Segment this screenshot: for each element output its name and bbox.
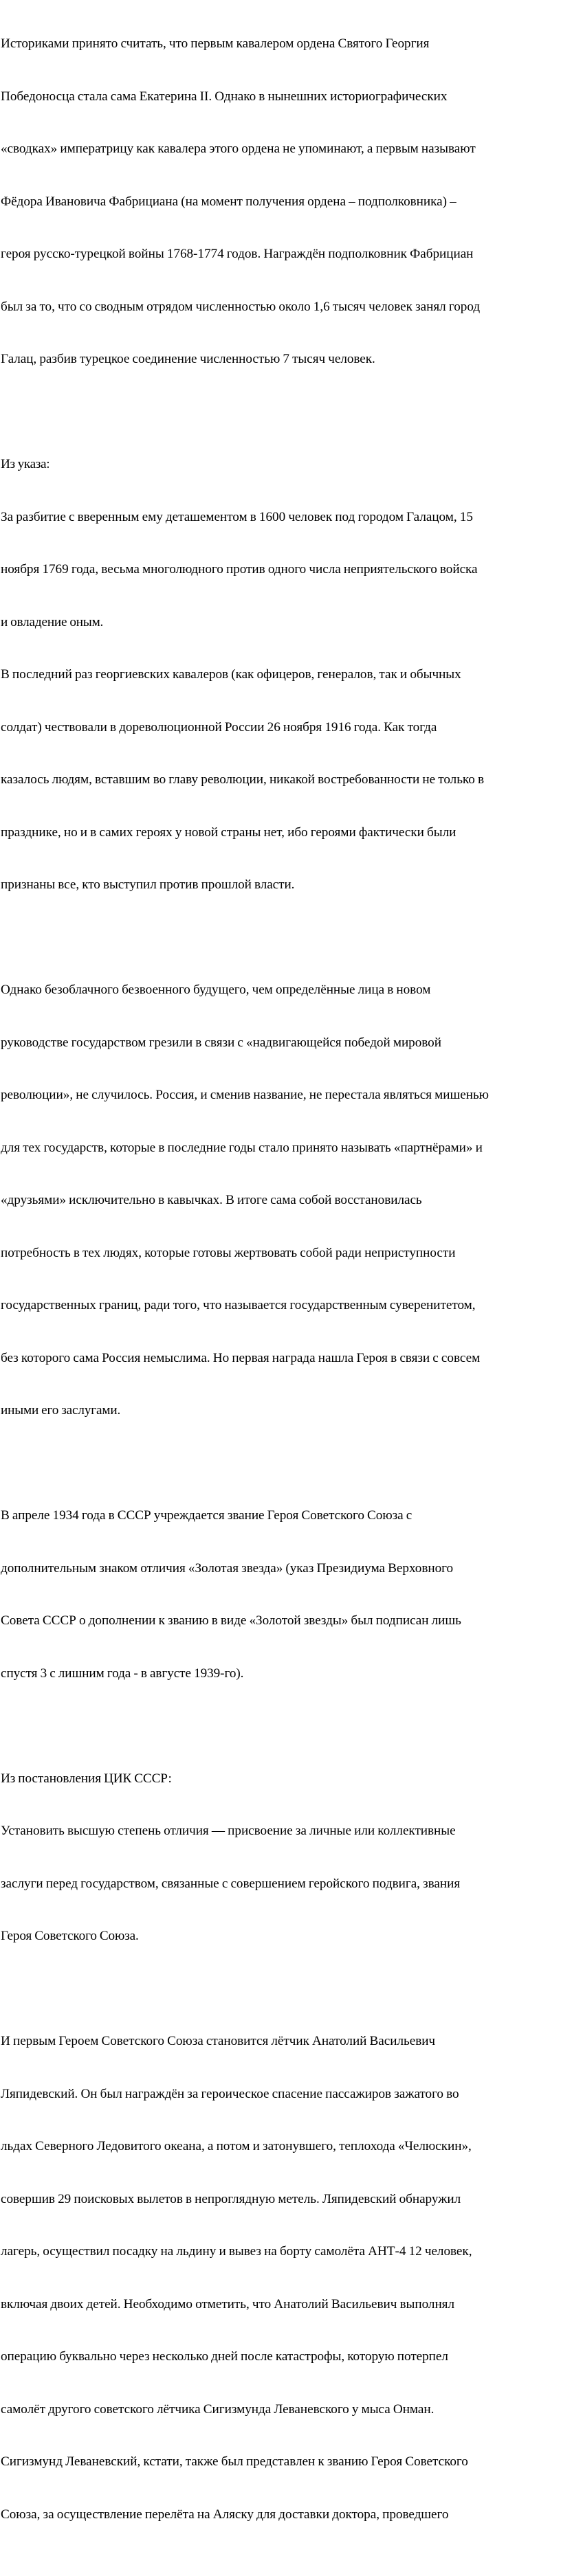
text-line: был за то, что со сводным отрядом численностью около 1,6 тысяч человек занял город xyxy=(1,299,481,314)
text-line: государственных границ, ради того, что называется государственным суверенитетом, xyxy=(1,1298,476,1312)
text-line: Ляпидевский. Он был награждён за героическое спасение пассажиров зажатого во xyxy=(1,2086,459,2101)
text-line: «сводках» императрицу как кавалера этого ордена не упоминают, а первым называют xyxy=(1,142,476,156)
text-line: совершив 29 поисковых вылетов в непроглядную метель. Ляпидевский обнаружил xyxy=(1,2191,461,2206)
text-line: лагерь, осуществил посадку на льдину и вывез на борту самолёта АНТ-4 12 человек, xyxy=(1,2244,472,2259)
text-line: Сигизмунд Леваневский, кстати, также был представлен к званию Героя Советского xyxy=(1,2454,468,2469)
text-line: И первым Героем Советского Союза становится лётчик Анатолий Васильевич xyxy=(1,2034,436,2048)
text-line: спустя 3 с лишним года - в августе 1939-го). xyxy=(1,1666,244,1681)
text-line: Фёдора Ивановича Фабрициана (на момент получения ордена – подполковника) – xyxy=(1,194,456,209)
text-line: Однако безоблачного безвоенного будущего, чем определённые лица в новом xyxy=(1,983,431,997)
paragraph-fabritsian xyxy=(1,0,561,403)
text-line: признаны все, кто выступил против прошлой власти. xyxy=(1,877,295,892)
text-line: самолёт другого советского лётчика Сигизмунда Леваневского у мыса Онман. xyxy=(1,2401,434,2417)
paragraph-revolution xyxy=(1,946,561,1455)
text-line: «друзьями» исключительно в кавычках. В итоге сама собой восстановилась xyxy=(1,1193,422,1207)
text-line: Победоносца стала сама Екатерина II. Однако в нынешних историографических xyxy=(1,89,448,104)
text-line: Из постановления ЦИК СССР: xyxy=(1,1771,172,1786)
text-line: Совета СССР о дополнении к званию в виде «Золотой звезды» был подписан лишь xyxy=(1,1613,461,1628)
text-line: заслуги перед государством, связанные с совершением геройского подвига, звания xyxy=(1,1876,461,1891)
text-line: В апреле 1934 года в СССР учреждается звание Героя Советского Союза с xyxy=(1,1508,412,1523)
paragraph-tsik-resolution xyxy=(1,1735,561,1980)
text-line: казалось людям, вставшим во главу революции, никакой востребованности не только в xyxy=(1,772,484,787)
text-line: революции», не случилось. Россия, и сменив название, не перестала являться мишенью xyxy=(1,1088,489,1102)
text-line: Союза, за осуществление перелёта на Аляску для доставки доктора, проведшего xyxy=(1,2507,449,2522)
text-line: операцию буквально через несколько дней после катастрофы, которую потерпел xyxy=(1,2349,448,2364)
text-line: без которого сама Россия немыслима. Но первая награда нашла Героя в связи с совсем xyxy=(1,1350,481,1365)
paragraph-hero-title xyxy=(1,1472,561,1717)
text-line: ноября 1769 года, весьма многолюдного против одного числа неприятельского войска xyxy=(1,562,478,576)
text-line: Героя Советского Союза. xyxy=(1,1929,139,1943)
text-line: включая двоих детей. Необходимо отметить, что Анатолий Васильевич выполнял xyxy=(1,2296,454,2311)
paragraph-decree xyxy=(1,421,561,929)
text-line: В последний раз георгиевских кавалеров (как офицеров, генералов, так и обычных xyxy=(1,667,461,682)
text-line: Галац, разбив турецкое соединение численностью 7 тысяч человек. xyxy=(1,352,375,366)
text-line: и овладение оным. xyxy=(1,614,104,629)
text-line: потребность в тех людях, которые готовы жертвовать собой ради неприступности xyxy=(1,1245,456,1260)
text-line: дополнительным знаком отличия «Золотая звезда» (указ Президиума Верховного xyxy=(1,1560,454,1576)
text-line: для тех государств, которые в последние годы стало принято называть «партнёрами» и xyxy=(1,1140,483,1155)
paragraph-lyapidevsky xyxy=(1,1997,561,2558)
text-line: героя русско-турецкой войны 1768-1774 годов. Награждён подполковник Фабрициан xyxy=(1,247,474,261)
text-line: льдах Северного Ледовитого океана, а потом и затонувшего, теплохода «Челюскин», xyxy=(1,2139,472,2153)
text-line: солдат) чествовали в дореволюционной России 26 ноября 1916 года. Как тогда xyxy=(1,719,437,735)
text-line: За разбитие с вверенным ему деташементом в 1600 человек под городом Галацом, 15 xyxy=(1,509,473,524)
text-line: Из указа: xyxy=(1,457,50,471)
text-line: иными его заслугами. xyxy=(1,1403,121,1418)
text-line: руководстве государством грезили в связи с «надвигающейся победой мировой xyxy=(1,1035,441,1050)
text-line: Историками принято считать, что первым кавалером ордена Святого Георгия xyxy=(1,36,430,51)
text-line: Установить высшую степень отличия — присвоение за личные или коллективные xyxy=(1,1824,456,1838)
text-line: празднике, но и в самих героях у новой страны нет, ибо героями фактически были xyxy=(1,825,456,840)
